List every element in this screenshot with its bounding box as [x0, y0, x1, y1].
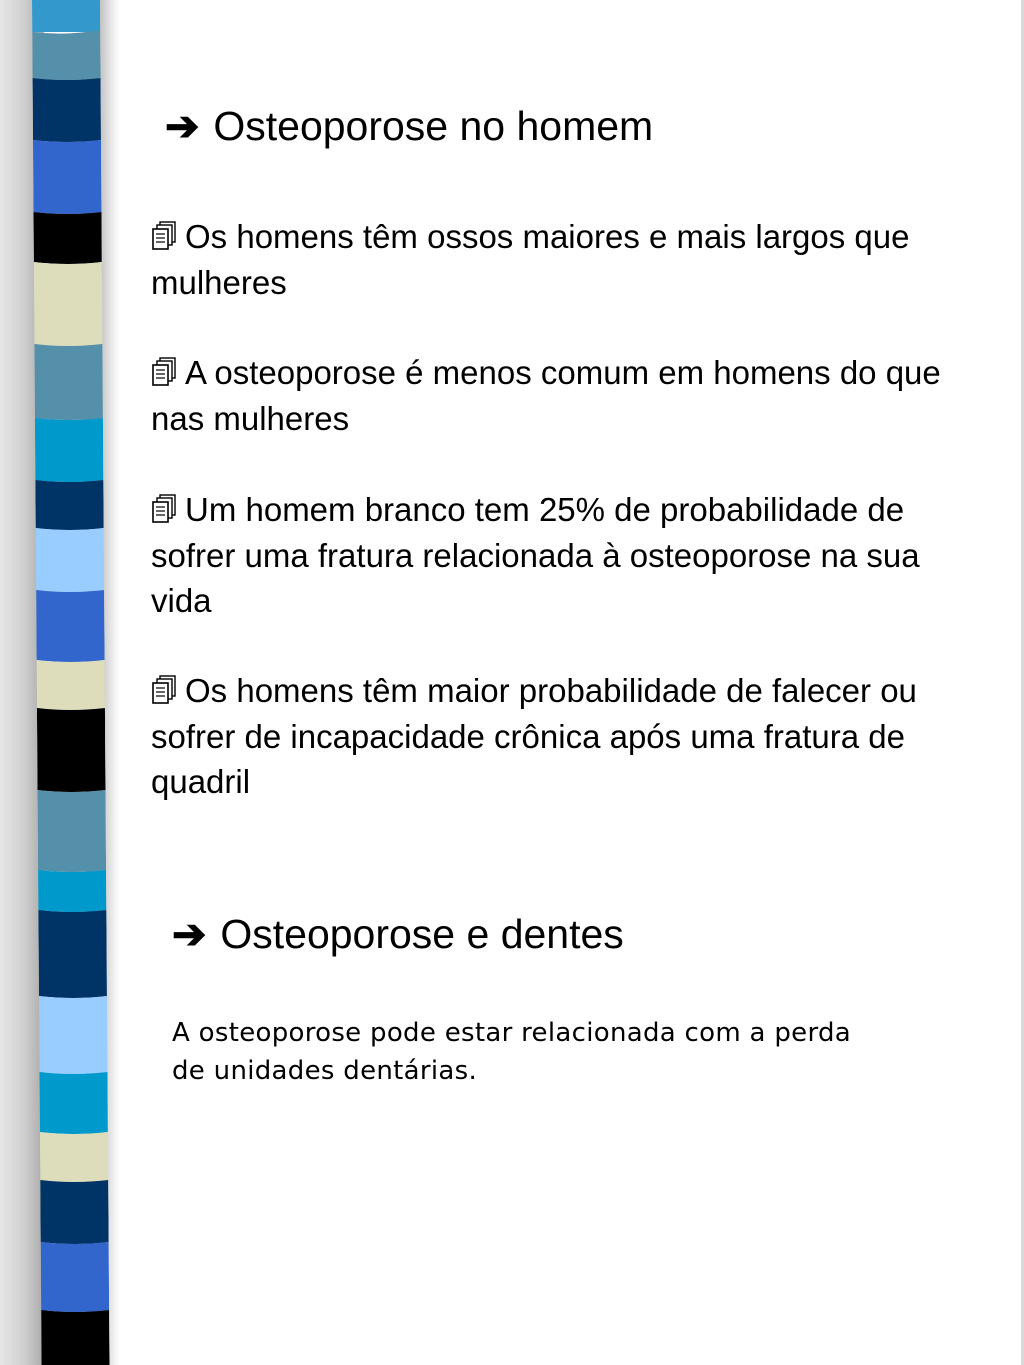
- section-2-heading-text: Osteoporose e dentes: [220, 911, 624, 957]
- document-pages-icon: [151, 675, 177, 705]
- section-2-heading: [172, 910, 624, 958]
- bullet-text: Um homem branco tem 25% de probabilidade de sofrer uma fratura relacionada à osteoporose na sua vida: [151, 491, 920, 619]
- bullet-text: A osteoporose é menos comum em homens do que nas mulheres: [151, 354, 941, 437]
- bullet-item: [151, 487, 971, 624]
- bullet-item: [151, 350, 971, 441]
- bullet-item: [151, 214, 971, 305]
- strip-blocks: [32, 0, 110, 1365]
- section-1-heading-text: Osteoporose no homem: [213, 103, 654, 149]
- bullet-item: [151, 668, 971, 805]
- arrow-right-icon: ➔: [165, 103, 200, 149]
- document-pages-icon: [151, 221, 177, 251]
- section-1-heading: [165, 102, 653, 150]
- arrow-right-icon: ➔: [172, 911, 207, 957]
- bullet-text: Os homens têm ossos maiores e mais largos que mulheres: [151, 218, 910, 301]
- document-pages-icon: [151, 494, 177, 524]
- decorative-color-strip: [32, 0, 110, 1365]
- bullet-text: Os homens têm maior probabilidade de falecer ou sofrer de incapacidade crônica após uma fratura de quadril: [151, 672, 917, 800]
- section-2-body: A osteoporose pode estar relacionada com a perda de unidades dentárias.: [172, 1018, 852, 1086]
- document-pages-icon: [151, 357, 177, 387]
